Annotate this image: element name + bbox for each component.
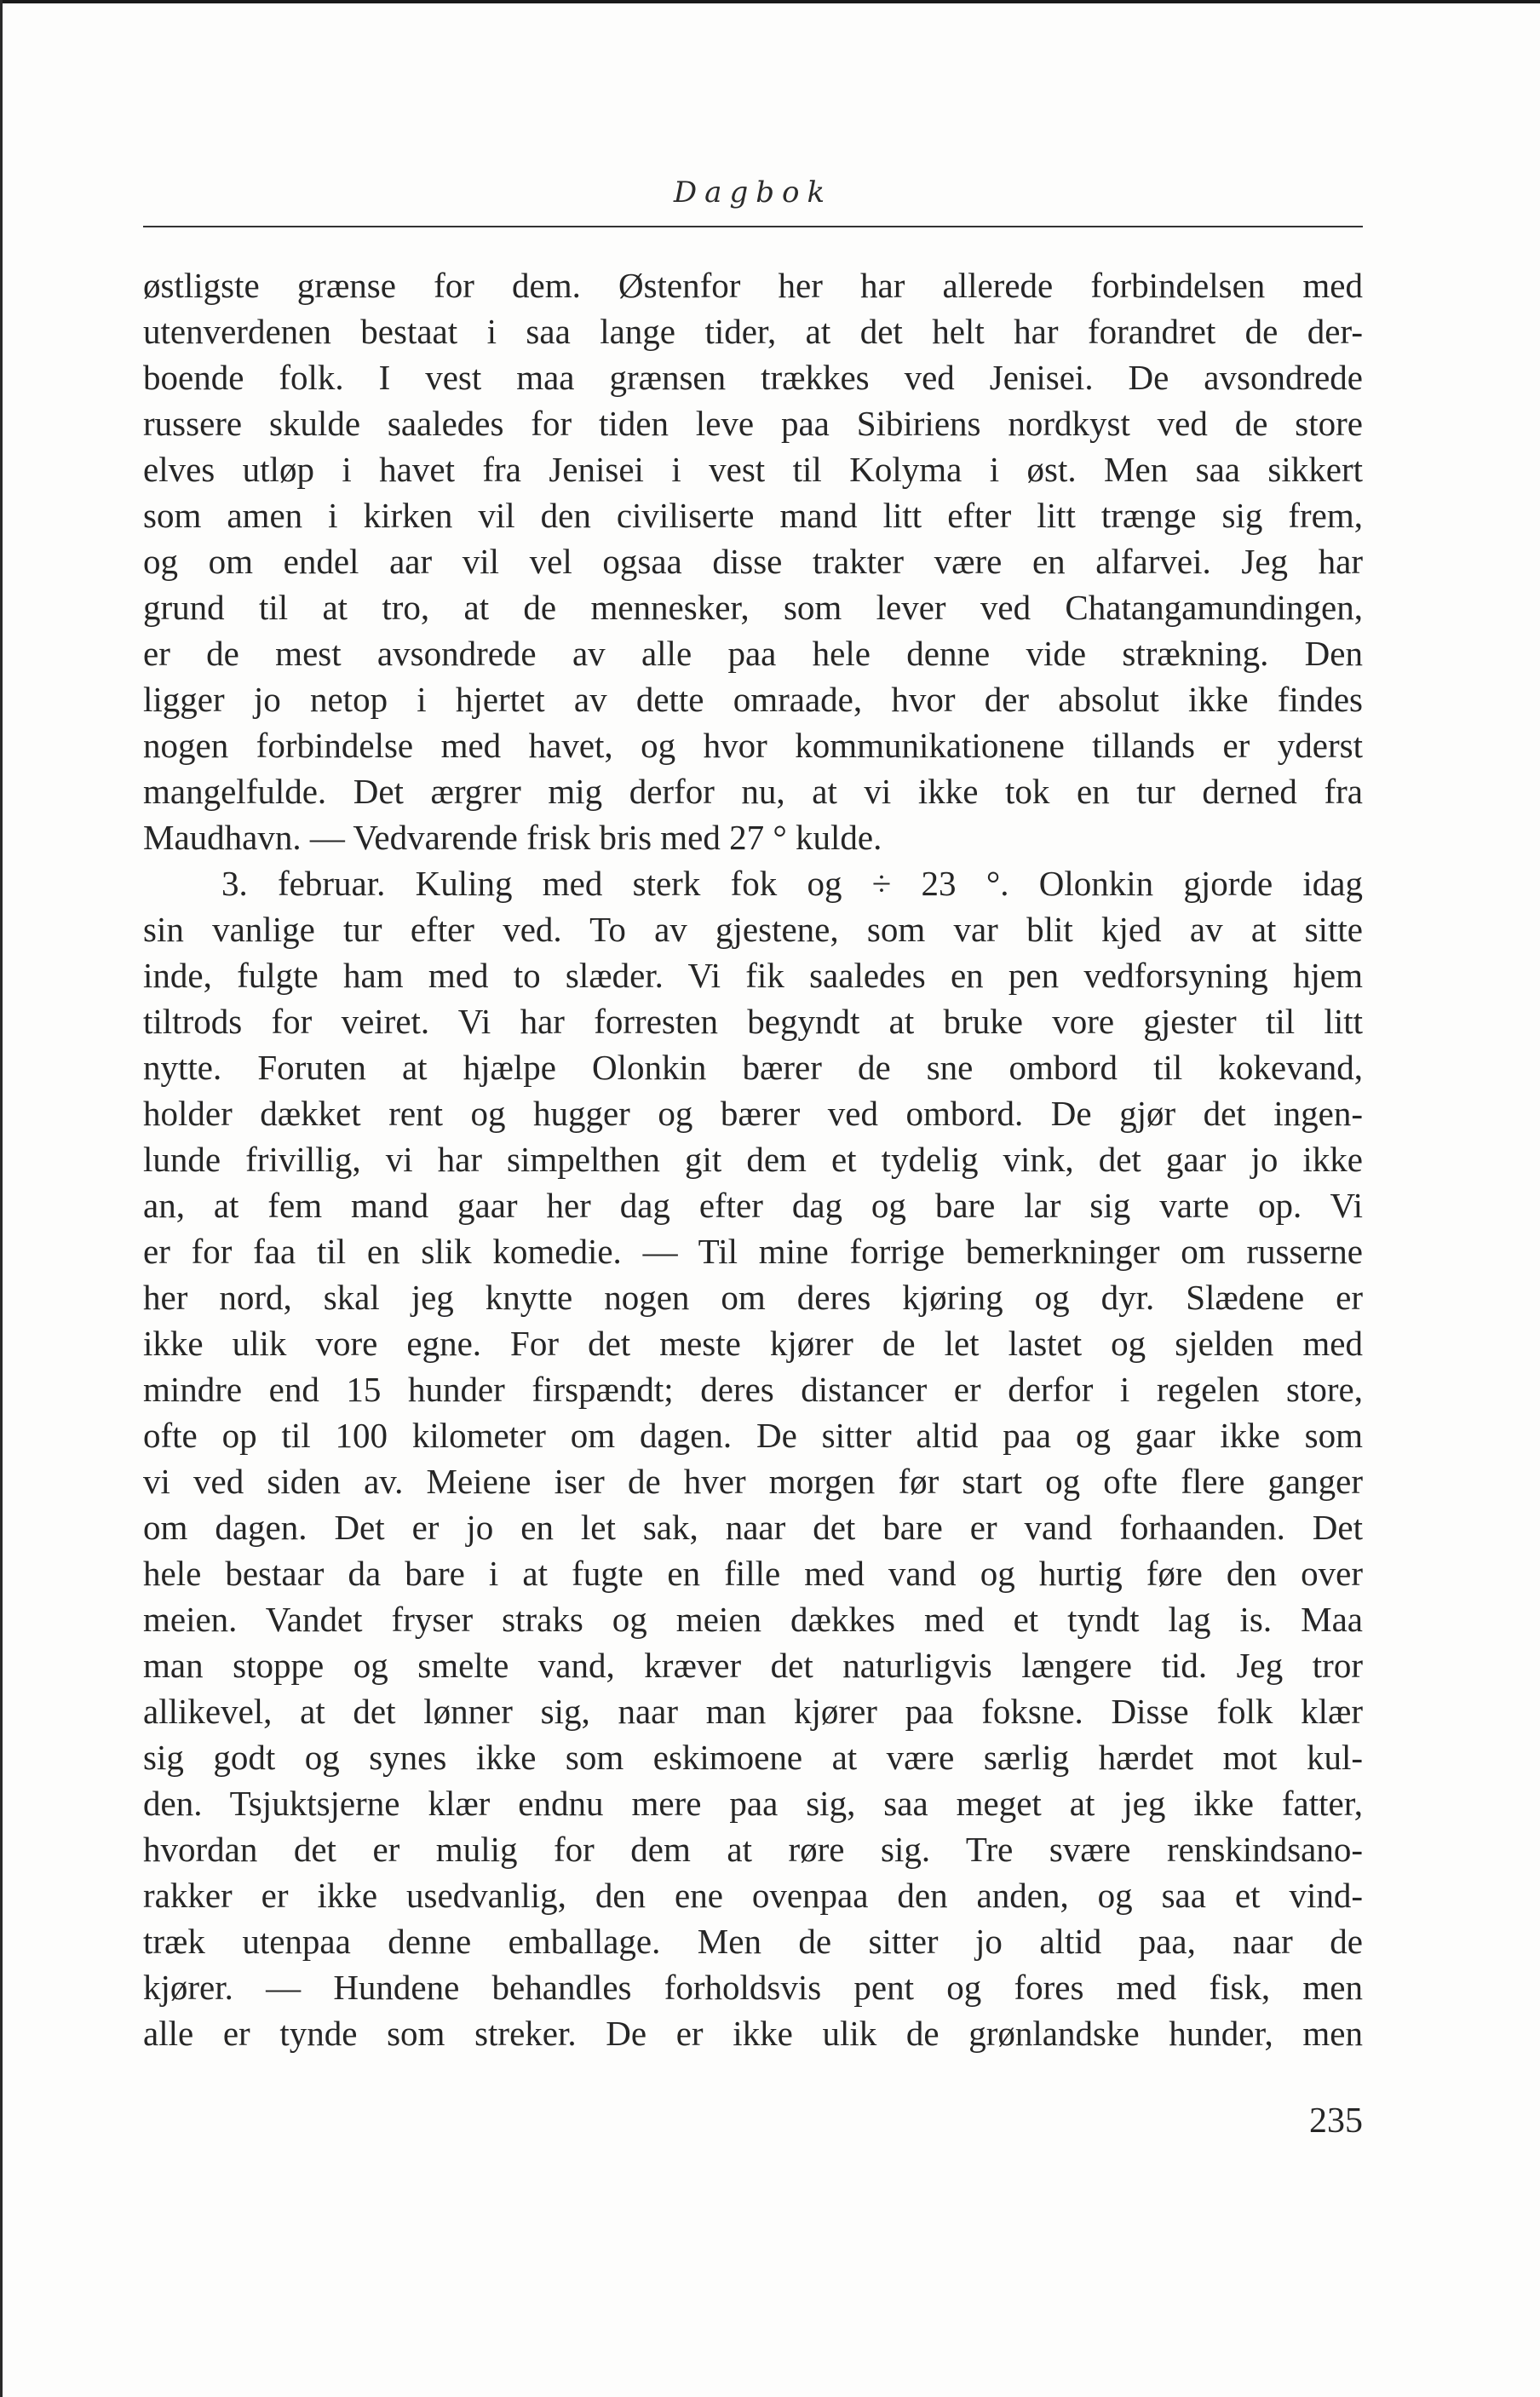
- text-line: elves utløp i havet fra Jenisei i vest til Kolyma i øst. Men saa sikkert: [143, 450, 1363, 489]
- text-line: 3. februar. Kuling med sterk fok og ÷ 23 °. Olonkin gjorde idag: [221, 864, 1363, 903]
- text-line: hele bestaar da bare i at fugte en fille med vand og hurtig føre den over: [143, 1554, 1363, 1593]
- header-rule: [143, 226, 1363, 227]
- text-line: lunde frivillig, vi har simpelthen git dem et tydelig vink, det gaar jo ikke: [143, 1140, 1363, 1179]
- text-line: sin vanlige tur efter ved. To av gjestene, som var blit kjed av at sitte: [143, 910, 1363, 949]
- text-line: her nord, skal jeg knytte nogen om deres kjøring og dyr. Slædene er: [143, 1278, 1363, 1317]
- text-line: grund til at tro, at de mennesker, som lever ved Chatangamundingen,: [143, 588, 1363, 627]
- text-line: mindre end 15 hunder firspændt; deres distancer er derfor i regelen store,: [143, 1370, 1363, 1409]
- text-line: om dagen. Det er jo en let sak, naar det bare er vand forhaanden. Det: [143, 1508, 1363, 1547]
- text-line: mangelfulde. Det ærgrer mig derfor nu, at vi ikke tok en tur derned fra: [143, 772, 1363, 811]
- text-line: tiltrods for veiret. Vi har forresten begyndt at bruke vore gjester til litt: [143, 1002, 1363, 1041]
- text-line: holder dækket rent og hugger og bærer ved ombord. De gjør det ingen-: [143, 1094, 1363, 1133]
- text-line: ofte op til 100 kilometer om dagen. De sitter altid paa og gaar ikke som: [143, 1416, 1363, 1455]
- text-line: an, at fem mand gaar her dag efter dag og bare lar sig varte op. Vi: [143, 1186, 1363, 1225]
- text-line: som amen i kirken vil den civiliserte mand litt efter litt trænge sig frem,: [143, 496, 1363, 535]
- text-line: rakker er ikke usedvanlig, den ene ovenpaa den anden, og saa et vind-: [143, 1876, 1363, 1915]
- text-line: inde, fulgte ham med to slæder. Vi fik saaledes en pen vedforsyning hjem: [143, 956, 1363, 995]
- text-line: allikevel, at det lønner sig, naar man kjører paa foksne. Disse folk klær: [143, 1692, 1363, 1731]
- text-line: meien. Vandet fryser straks og meien dækkes med et tyndt lag is. Maa: [143, 1600, 1363, 1639]
- text-line: man stoppe og smelte vand, kræver det naturligvis længere tid. Jeg tror: [143, 1646, 1363, 1685]
- text-line: er for faa til en slik komedie. — Til mine forrige bemerkninger om russerne: [143, 1232, 1363, 1271]
- text-line: ligger jo netop i hjertet av dette omraade, hvor der absolut ikke findes: [143, 680, 1363, 719]
- text-line: alle er tynde som streker. De er ikke ulik de grønlandske hunder, men: [143, 2014, 1363, 2053]
- text-line: den. Tsjuktsjerne klær endnu mere paa sig, saa meget at jeg ikke fatter,: [143, 1784, 1363, 1823]
- text-line: Maudhavn. — Vedvarende frisk bris med 27 ° kulde.: [143, 818, 882, 857]
- body-text: [143, 262, 1363, 2056]
- text-line: træk utenpaa denne emballage. Men de sitter jo altid paa, naar de: [143, 1922, 1363, 1961]
- text-line: hvordan det er mulig for dem at røre sig. Tre svære renskindsano-: [143, 1830, 1363, 1869]
- text-line: sig godt og synes ikke som eskimoene at være særlig hærdet mot kul-: [143, 1738, 1363, 1777]
- text-line: er de mest avsondrede av alle paa hele denne vide strækning. Den: [143, 634, 1363, 673]
- text-line: russere skulde saaledes for tiden leve paa Sibiriens nordkyst ved de store: [143, 404, 1363, 443]
- text-line: østligste grænse for dem. Østenfor her har allerede forbindelsen med: [143, 266, 1363, 305]
- running-head: Dagbok: [673, 175, 833, 210]
- text-line: ikke ulik vore egne. For det meste kjører de let lastet og sjelden med: [143, 1324, 1363, 1363]
- text-line: vi ved siden av. Meiene iser de hver morgen før start og ofte flere ganger: [143, 1462, 1363, 1501]
- text-line: og om endel aar vil vel ogsaa disse trakter være en alfarvei. Jeg har: [143, 542, 1363, 581]
- text-line: nogen forbindelse med havet, og hvor kommunikationene tillands er yderst: [143, 726, 1363, 765]
- text-line: utenverdenen bestaat i saa lange tider, at det helt har forandret de der-: [143, 312, 1363, 351]
- page-number: 235: [1309, 2101, 1363, 2141]
- text-line: nytte. Foruten at hjælpe Olonkin bærer de sne ombord til kokevand,: [143, 1048, 1363, 1087]
- text-line: kjører. — Hundene behandles forholdsvis pent og fores med fisk, men: [143, 1968, 1363, 2007]
- text-line: boende folk. I vest maa grænsen trækkes ved Jenisei. De avsondrede: [143, 358, 1363, 397]
